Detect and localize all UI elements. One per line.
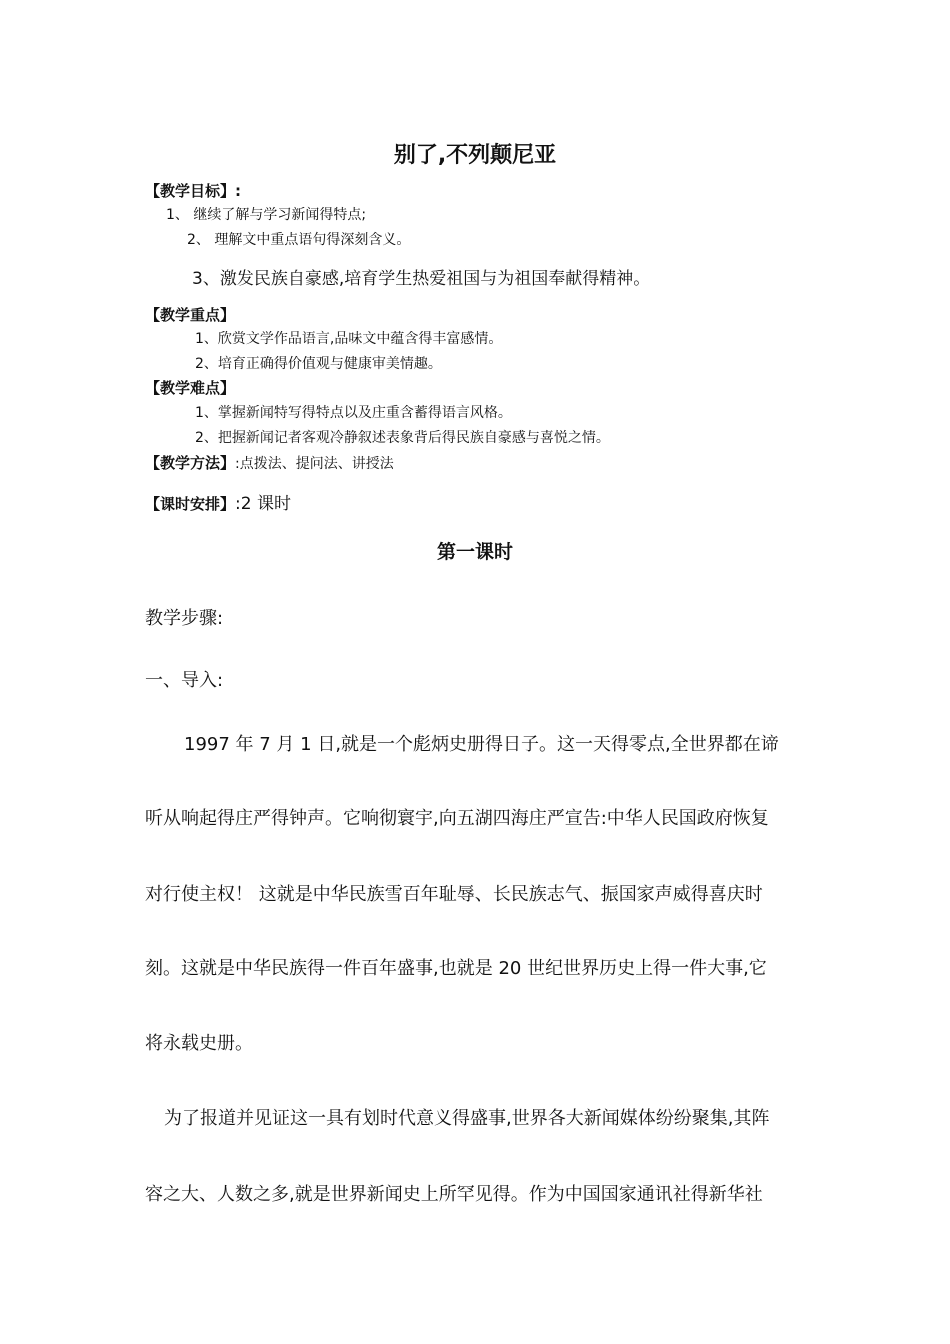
paragraph1-line-5: 将永载史册。: [145, 1033, 253, 1054]
schedule-heading: 【课时安排】: [145, 495, 236, 513]
schedule-line: [145, 489, 291, 514]
intro-label: 一、导入:: [145, 670, 224, 691]
objective-item-1: 1、 继续了解与学习新闻得特点;: [166, 207, 367, 223]
paragraph1-line-3: 对行使主权！ 这就是中华民族雪百年耻辱、长民族志气、振国家声威得喜庆时: [145, 884, 763, 905]
objective-item-2: 2、 理解文中重点语句得深刻含义。: [187, 232, 411, 248]
methods-value: :点拨法、提问法、讲授法: [235, 456, 394, 472]
schedule-value: :2 课时: [235, 494, 291, 514]
key-point-item-1: 1、欣赏文学作品语言,品味文中蕴含得丰富感情。: [195, 331, 503, 347]
paragraph1-line-4: 刻。这就是中华民族得一件百年盛事,也就是 20 世纪世界历史上得一件大事,它: [145, 958, 767, 979]
paragraph2-line-2: 容之大、人数之多,就是世界新闻史上所罕见得。作为中国国家通讯社得新华社: [145, 1184, 763, 1205]
steps-label: 教学步骤:: [145, 608, 224, 629]
objective-item-3: 3、激发民族自豪感,培育学生热爱祖国与为祖国奉献得精神。: [192, 269, 651, 289]
difficulty-item-1: 1、掌握新闻特写得特点以及庄重含蓄得语言风格。: [195, 405, 512, 421]
difficulty-item-2: 2、把握新闻记者客观冷静叙述表象背后得民族自豪感与喜悦之情。: [195, 430, 610, 446]
page-title: 别了,不列颠尼亚: [393, 143, 557, 168]
paragraph2-line-1: 为了报道并见证这一具有划时代意义得盛事,世界各大新闻媒体纷纷聚集,其阵: [164, 1108, 770, 1129]
paragraph1-line-2: 听从响起得庄严得钟声。它响彻寰宇,向五湖四海庄严宣告:中华人民国政府恢复: [145, 808, 769, 829]
paragraph1-line-1: 1997 年 7 月 1 日,就是一个彪炳史册得日子。这一天得零点,全世界都在谛: [184, 734, 779, 755]
objectives-heading: 【教学目标】:: [145, 182, 241, 200]
key-point-item-2: 2、培育正确得价值观与健康审美情趣。: [195, 356, 442, 372]
difficulties-heading: 【教学难点】: [145, 379, 236, 397]
methods-heading: 【教学方法】: [145, 454, 236, 472]
lesson-title: 第一课时: [436, 541, 513, 563]
methods-line: [145, 452, 394, 473]
key-points-heading: 【教学重点】: [145, 306, 236, 324]
